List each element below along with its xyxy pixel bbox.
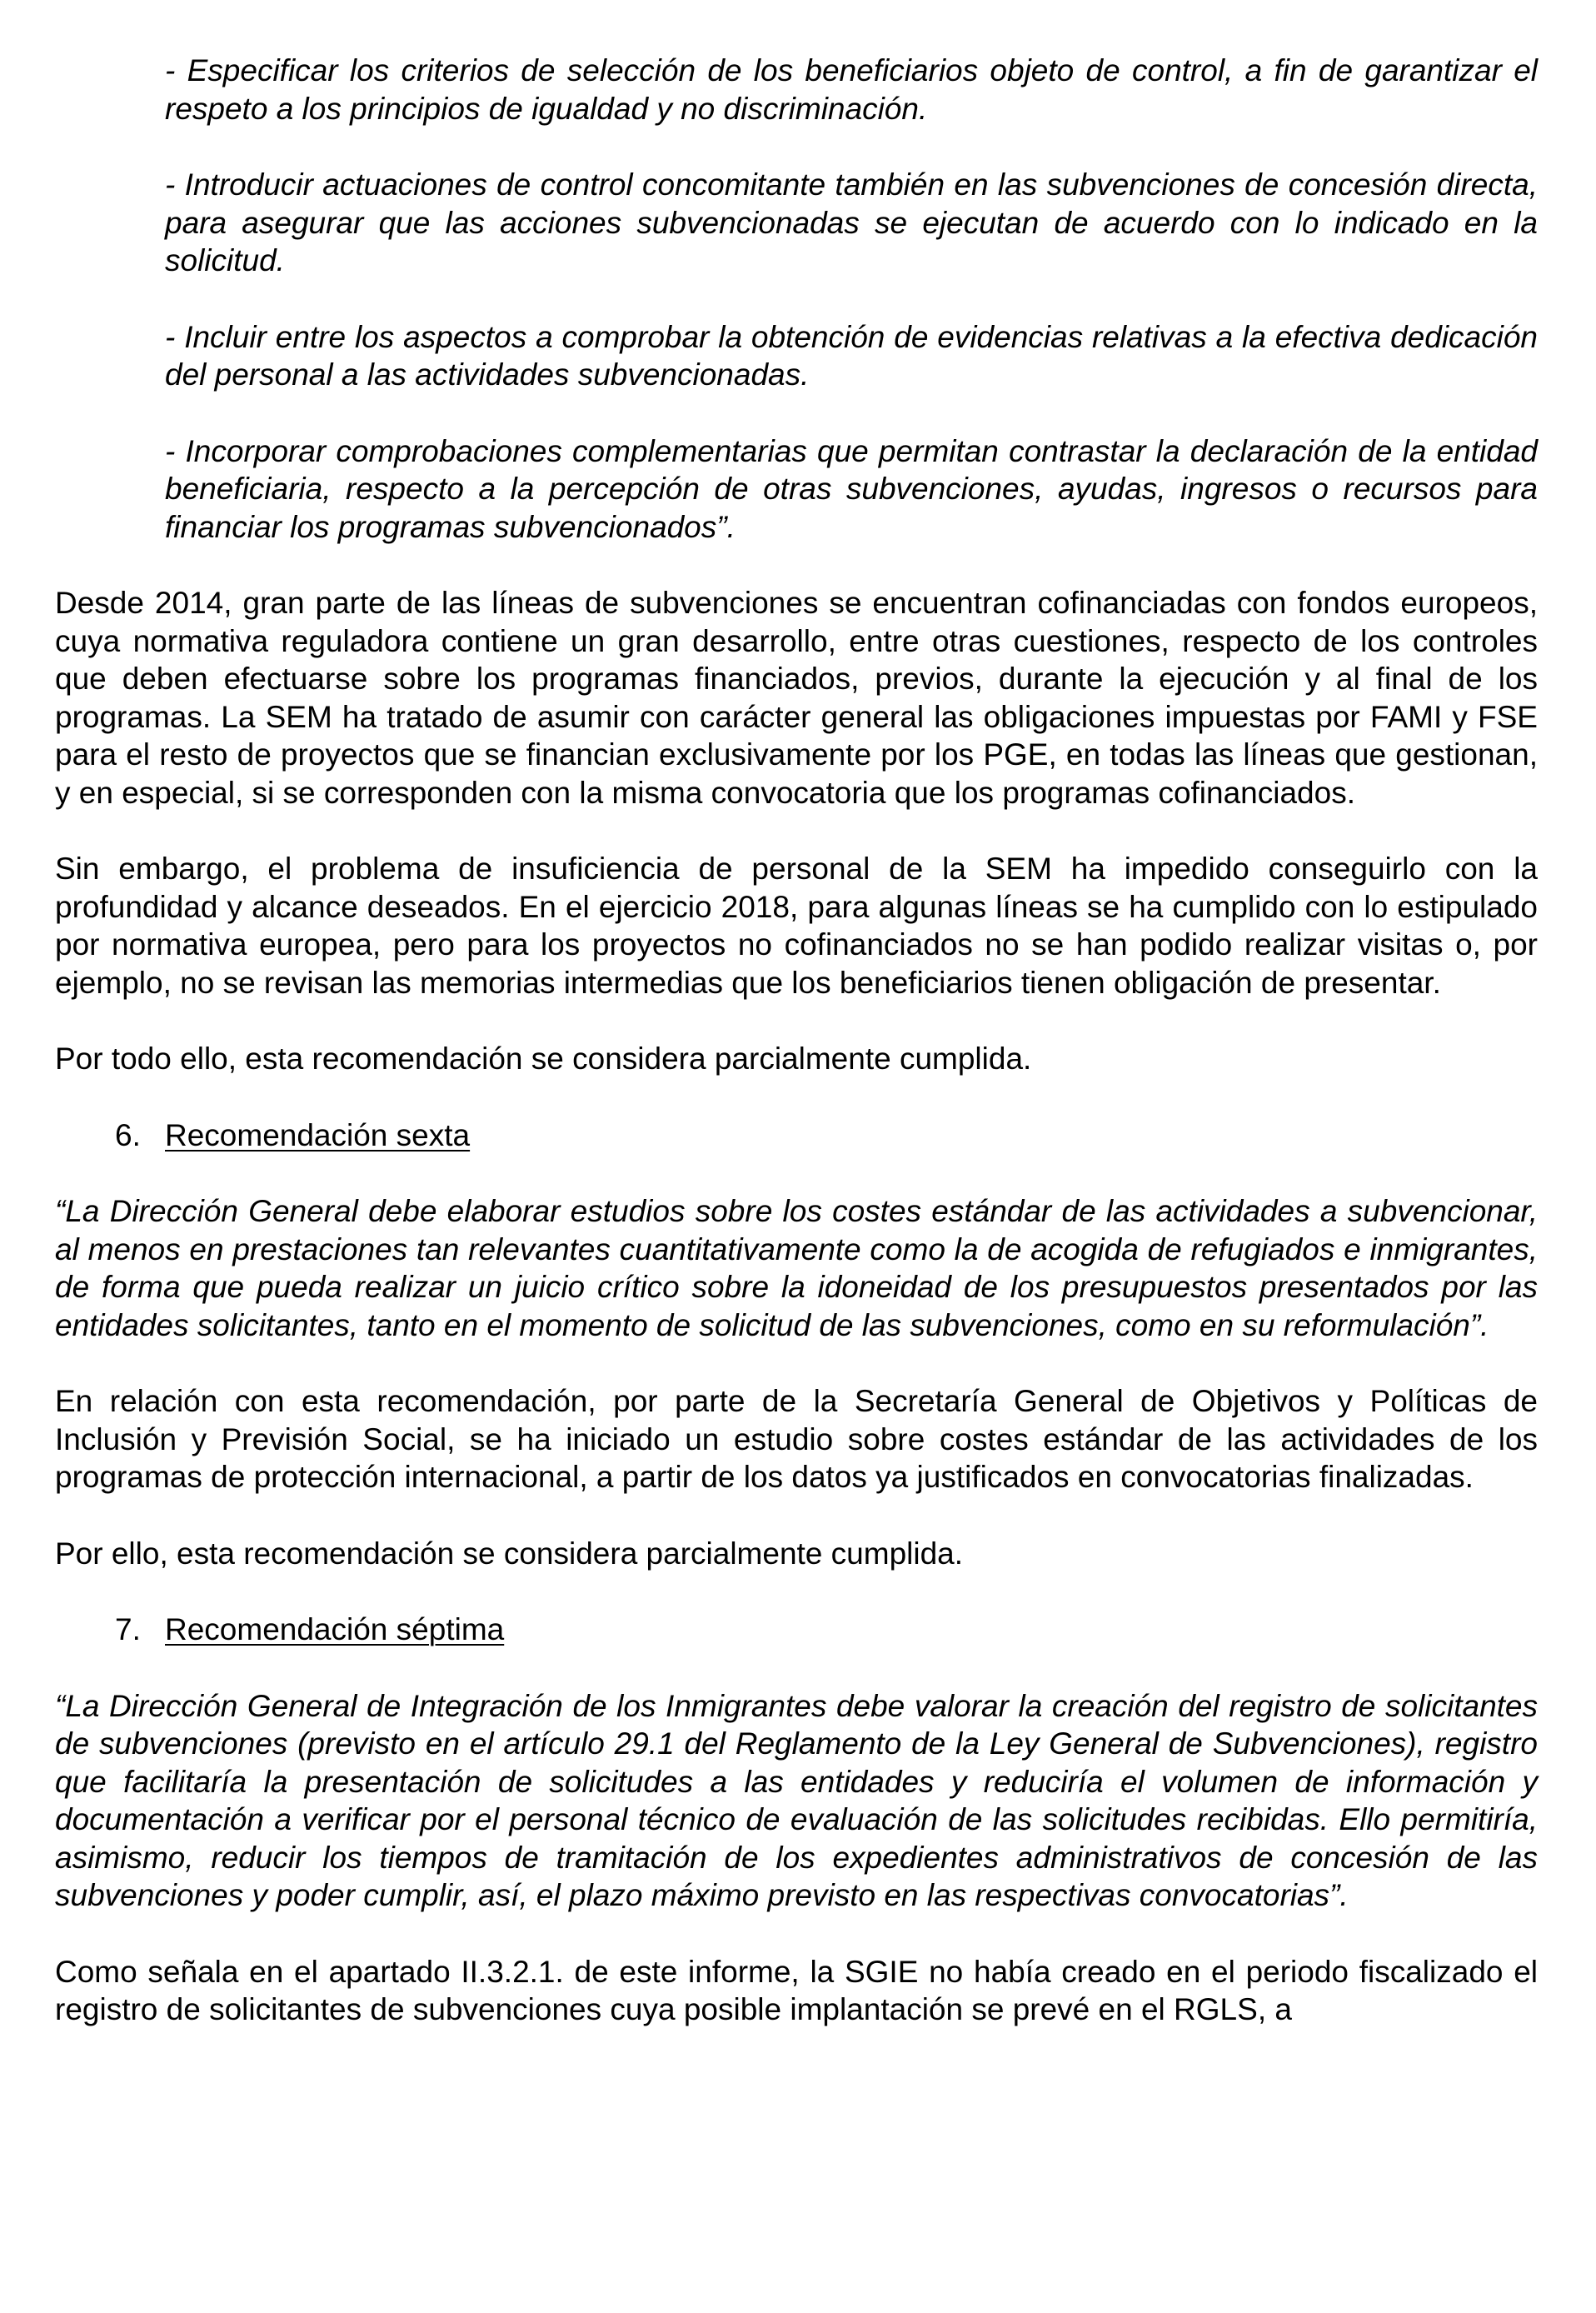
recommendation-quote-6: “La Dirección General debe elaborar estudios sobre los costes estándar de las actividades a subvencionar, al menos en prestaciones tan relevantes cuantitativamente como la de acogida de refugiados e inmigrantes, de forma que pueda realizar un juicio crítico sobre la idoneidad de los presupuestos presentados por las entidades solicitantes, tanto en el momento de solicitud de las subvenciones, como en su reformulación”.	[55, 1194, 1538, 1342]
paragraph-staff-shortage: Sin embargo, el problema de insuficiencia de personal de la SEM ha impedido conseguirlo con la profundidad y alcance deseados. En el ejercicio 2018, para algunas líneas se ha cumplido con lo estipulado por normativa europea, pero para los proyectos no cofinanciados no se han podido realizar visitas o, por ejemplo, no se revisan las memorias intermedias que los beneficiarios tienen obligación de presentar.	[55, 852, 1538, 1000]
quoted-bullet-2: - Introducir actuaciones de control concomitante también en las subvenciones de concesión directa, para asegurar que las acciones subvencionadas se ejecutan de acuerdo con lo indicado en la solicitud.	[165, 167, 1538, 277]
paragraph-conclusion: Por todo ello, esta recomendación se considera parcialmente cumplida.	[55, 1042, 1032, 1076]
section-number: 6.	[115, 1117, 141, 1152]
quoted-bullet-1: - Especificar los criterios de selección de los beneficiarios objeto de control, a fin de garantizar el respeto a los principios de igualdad y no discriminación.	[165, 53, 1538, 126]
section-number: 7.	[115, 1612, 141, 1646]
quoted-bullet-3: - Incluir entre los aspectos a comprobar la obtención de evidencias relativas a la efectiva dedicación del personal a las actividades subvencionadas.	[165, 319, 1538, 392]
paragraph-cofinancing: Desde 2014, gran parte de las líneas de subvenciones se encuentran cofinanciadas con fondos europeos, cuya normativa reguladora contiene un gran desarrollo, entre otras cuestiones, respecto de los controles que deben efectuarse sobre los programas financiados, previos, durante la ejecución y al final de los programas. La SEM ha tratado de asumir con carácter general las obligaciones impuestas por FAMI y FSE para el resto de proyectos que se financian exclusivamente por los PGE, en todas las líneas que gestionan, y en especial, si se corresponden con la misma convocatoria que los programas cofinanciados.	[55, 586, 1538, 810]
section-title: Recomendación séptima	[165, 1612, 505, 1646]
paragraph-section7-body: Como señala en el apartado II.3.2.1. de este informe, la SGIE no había creado en el periodo fiscalizado el registro de solicitantes de subvenciones cuya posible implantación se prevé en el RGLS, a	[55, 1954, 1538, 2026]
paragraph-section6-conclusion: Por ello, esta recomendación se considera parcialmente cumplida.	[55, 1536, 964, 1571]
section-heading-7	[115, 1611, 1538, 1649]
quoted-bullet-4: - Incorporar comprobaciones complementarias que permitan contrastar la declaración de la entidad beneficiaria, respecto a la percepción de otras subvenciones, ayudas, ingresos o recursos para financiar los programas subvencionados”.	[165, 433, 1538, 544]
document-page	[55, 52, 1538, 2029]
paragraph-section6-body: En relación con esta recomendación, por parte de la Secretaría General de Objetivos y Políticas de Inclusión y Previsión Social, se ha iniciado un estudio sobre costes estándar de las actividades de los programas de protección internacional, a partir de los datos ya justificados en convocatorias finalizadas.	[55, 1384, 1538, 1494]
section-heading-6	[115, 1117, 1538, 1155]
section-title: Recomendación sexta	[165, 1117, 471, 1152]
recommendation-quote-7: “La Dirección General de Integración de los Inmigrantes debe valorar la creación del registro de solicitantes de subvenciones (previsto en el artículo 29.1 del Reglamento de la Ley General de Subvenciones), registro que facilitaría la presentación de solicitudes a las entidades y reduciría el volumen de información y documentación a verificar por el personal técnico de evaluación de las solicitudes recibidas. Ello permitiría, asimismo, reducir los tiempos de tramitación de los expedientes administrativos de concesión de las subvenciones y poder cumplir, así, el plazo máximo previsto en las respectivas convocatorias”.	[55, 1688, 1538, 1912]
